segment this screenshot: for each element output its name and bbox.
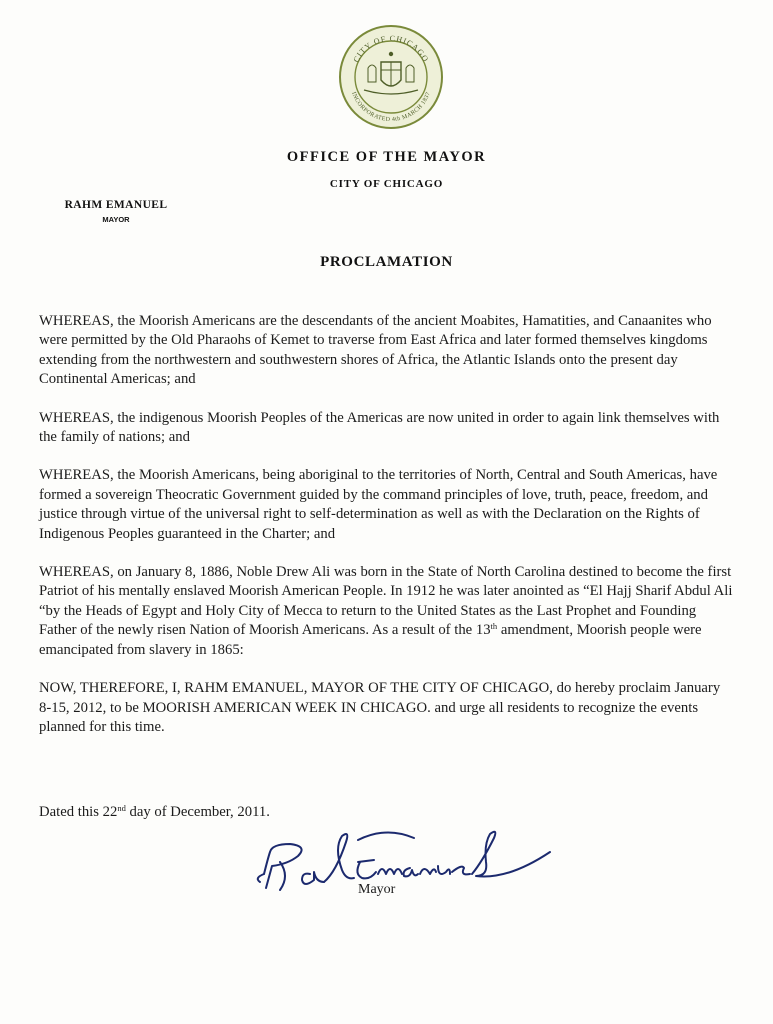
signer-title: Mayor <box>358 882 396 897</box>
mayor-signature <box>250 818 560 908</box>
now-therefore-paragraph: NOW, THEREFORE, I, RAHM EMANUEL, MAYOR OF THE CITY OF CHICAGO, do hereby proclaim January 8-15, 2012, to be MOORISH AMERICAN WEEK IN CHICAGO. and urge all residents to recognize the events planned for this time. <box>39 680 721 735</box>
paragraph-text: amendment, Moorish people were emancipated from slavery in 1865: <box>39 622 702 658</box>
whereas-paragraph-3: WHEREAS, the Moorish Americans, being aboriginal to the territories of North, Central and South Americas, have formed a sovereign Theocratic Government guided by the command principles of love, truth, peace, freedom, and justice through virtue of the universal right to self-determination as well as with the Declaration on the Rights of Indigenous Peoples guaranteed in the Charter; and <box>39 467 718 542</box>
dated-text: day of December, 2011. <box>125 804 270 820</box>
proclamation-heading: PROCLAMATION <box>320 254 453 270</box>
city-seal <box>338 24 444 130</box>
office-title: OFFICE OF THE MAYOR <box>286 149 487 165</box>
whereas-paragraph-4 <box>39 563 733 660</box>
whereas-paragraph-1: WHEREAS, the Moorish Americans are the descendants of the ancient Moabites, Hamatities, and Canaanites who were permitted by the Old Pharaohs of Kemet to traverse from East Africa and later formed themselves kingdoms extending from the northwestern and southwestern shores of Africa, the Atlantic Islands onto the present day Continental Americas; and <box>39 313 712 388</box>
dated-line <box>39 803 270 822</box>
ordinal-suffix: th <box>490 621 498 632</box>
city-name: CITY OF CHICAGO <box>329 178 444 190</box>
svg-text:INCORPORATED 4th MARCH 1837: INCORPORATED 4th MARCH 1837 <box>350 91 432 124</box>
ordinal-suffix: nd <box>117 803 126 813</box>
mayor-name: RAHM EMANUEL <box>64 199 168 211</box>
whereas-paragraph-2: WHEREAS, the indigenous Moorish Peoples of the Americas are now united in order to again link themselves with the family of nations; and <box>39 409 720 446</box>
dated-text: Dated this 22 <box>39 804 118 820</box>
proclamation-body <box>39 312 733 756</box>
mayor-title: MAYOR <box>102 215 130 224</box>
paragraph-text: WHEREAS, on January 8, 1886, Noble Drew Ali was born in the State of North Carolina destined to become the first Patriot of his mentally enslaved Moorish American People. In 1912 he was later anointed as “El Hajj Sharif Abdul Ali “by the Heads of Egypt and Holy City of Mecca to return to the United States as the Last Prophet and Founding Father of the newly risen Nation of Moorish Americans. As a result of the 13 <box>39 564 733 639</box>
svg-text:CITY OF CHICAGO: CITY OF CHICAGO <box>351 33 431 64</box>
